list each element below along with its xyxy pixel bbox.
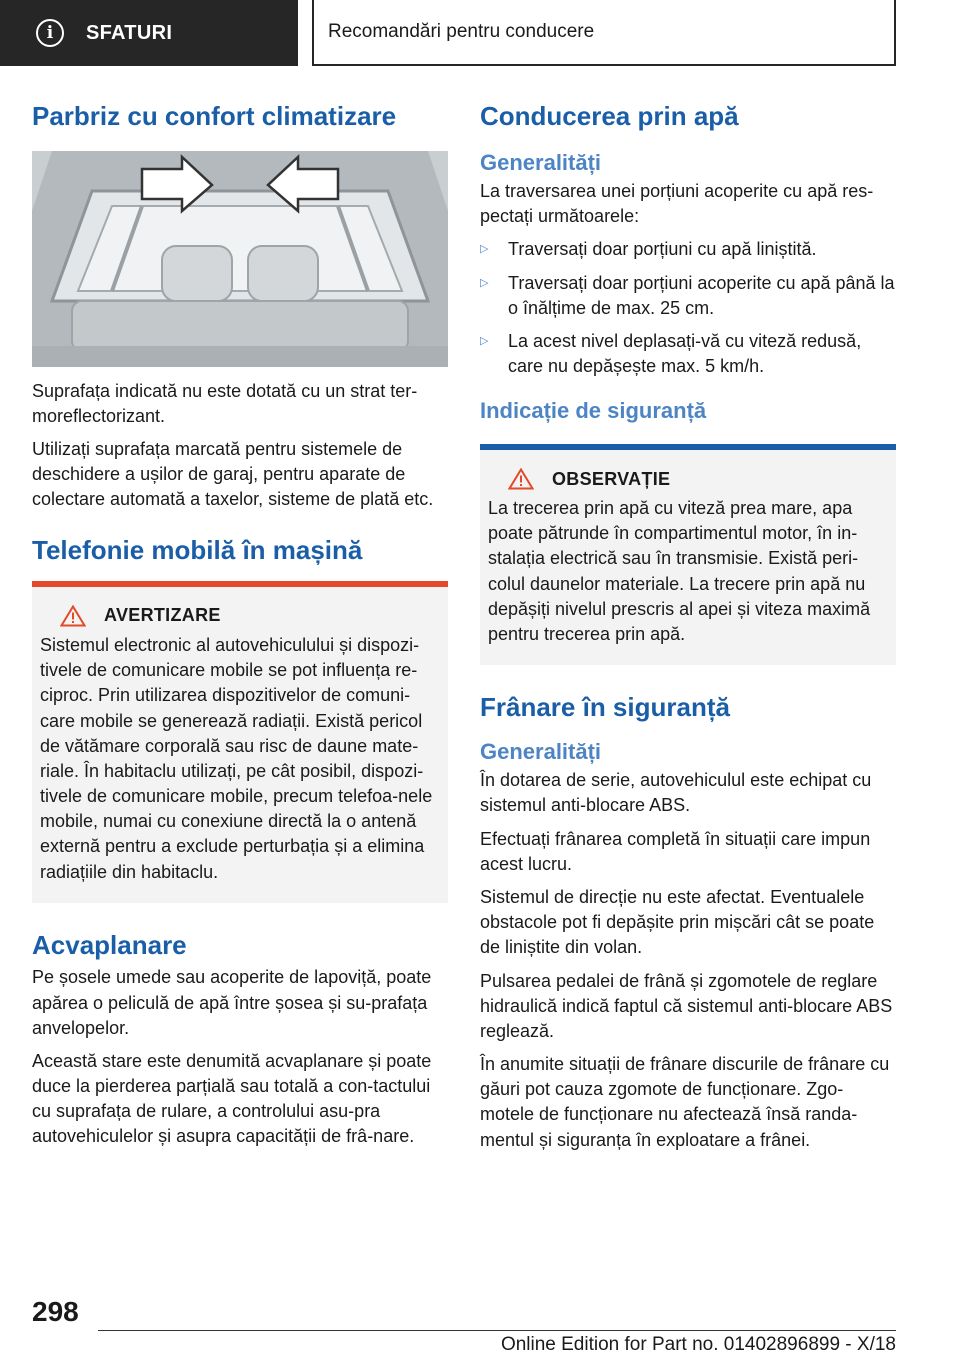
windshield-heading: Parbriz cu confort climatizare — [32, 101, 397, 131]
footer-divider — [98, 1330, 896, 1331]
water-intro: La traversarea unei porțiuni acoperite cu apă res-pectați următoarele: — [480, 181, 874, 227]
phone-heading: Telefonie mobilă în mașină — [32, 535, 363, 566]
triangle-bullet-icon: ▷ — [480, 276, 489, 289]
page-header — [0, 0, 960, 66]
chapter-box — [312, 0, 896, 66]
warning-title: AVERTIZARE — [104, 605, 221, 626]
list-item: ▷ Traversați doar porțiuni acoperite cu apă până la o înălțime de max. 25 cm. — [480, 272, 895, 318]
warning-text: Sistemul electronic al autovehiculului și dispozi-tivele de comunicare mobile se pot influența re-ciproc. Prin utilizarea dispozitivelor de comuni-care mobile se generează radiații. Există pericol de vătămare corporală sau risc de daune mate-riale. În habitaclu utilizați, pe cât posibil, dispozi-tivele de comunicare mobile, precum telefoa-nele mobile, numai cu conexiune directă la o antenă externă pentru a exclude perturbația și a elimina radiațiile din habitaclu. — [40, 634, 433, 882]
windshield-paragraph-1: Suprafața indicată nu este dotată cu un strat ter-moreflectorizant. — [32, 380, 418, 426]
note-title: OBSERVAȚIE — [552, 468, 671, 489]
water-subheading: Generalități — [480, 149, 602, 175]
windshield-illustration — [32, 151, 448, 367]
water-bullet-list — [480, 237, 896, 379]
triangle-bullet-icon: ▷ — [480, 243, 489, 256]
list-item: ▷ Traversați doar porțiuni cu apă liniștită. — [480, 239, 817, 260]
warning-box — [32, 581, 448, 903]
braking-heading: Frânare în siguranță — [480, 692, 730, 723]
note-box — [480, 444, 896, 665]
braking-paragraph-2: Efectuați frânarea completă în situații care impun acest lucru. — [480, 828, 871, 874]
braking-paragraph-5: În anumite situații de frânare discurile de frânare cu găuri pot cauza zgomote de funcționare. Zgo-motele de funcționare nu afectează însă randa-mentul și siguranța în exploatare a frânei. — [480, 1054, 890, 1150]
car-interior-image — [32, 151, 448, 367]
water-heading: Conducerea prin apă — [480, 101, 739, 131]
chapter-title: Recomandări pentru conducere — [328, 21, 595, 42]
aquaplaning-paragraph-1: Pe șosele umede sau acoperite de lapoviță, poate apărea o peliculă de apă între șosea și su-prafața anvelopelor. — [32, 967, 432, 1038]
braking-paragraph-4: Pulsarea pedalei de frână și zgomotele de reglare hidraulică indică faptul că sistemul anti-blocare ABS reglează. — [480, 970, 893, 1041]
left-column — [32, 100, 448, 1150]
section-label: SFATURI — [86, 21, 173, 44]
info-icon: i — [36, 19, 64, 47]
note-text: La trecerea prin apă cu viteză prea mare, apa poate pătrunde în compartimentul motor, în in-stalația electrică sau în transmisie. Există peri-colul daunelor materiale. La trecere prin apă nu depășiți nivelul prescris al apei și viteza maximă pentru trecerea prin apă. — [488, 498, 871, 644]
warning-icon — [60, 605, 86, 627]
caution-icon — [508, 468, 534, 490]
braking-paragraph-3: Sistemul de direcție nu este afectat. Eventualele obstacole pot fi depășite prin mișcări cât se poate de liniștite din volan. — [480, 886, 875, 958]
triangle-bullet-icon: ▷ — [480, 335, 489, 348]
page-number: 298 — [32, 1296, 79, 1327]
safety-subheading: Indicație de siguranță — [480, 398, 707, 424]
list-item: ▷ La acest nivel deplasați-vă cu viteză redusă, care nu depășește max. 5 km/h. — [480, 331, 862, 377]
edition-text: Online Edition for Part no. 01402896899 - X/18 — [500, 1334, 896, 1355]
aquaplaning-heading: Acvaplanare — [32, 929, 187, 960]
braking-subheading: Generalități — [480, 738, 602, 764]
right-column — [480, 100, 896, 1153]
windshield-paragraph-2: Utilizați suprafața marcată pentru sistemele de deschidere a ușilor de garaj, pentru aparate de colectare automată a taxelor, sisteme de plată etc. — [32, 438, 434, 510]
braking-paragraph-1: În dotarea de serie, autovehiculul este echipat cu sistemul anti-blocare ABS. — [480, 770, 872, 816]
section-tab — [0, 0, 298, 66]
aquaplaning-paragraph-2: Această stare este denumită acvaplanare și poate duce la pierderea parțială sau totală a con-tactului cu suprafața de rulare, a controlului asu-pra autovehiculelor și asupra capacității de frâ-nare. — [32, 1050, 432, 1147]
